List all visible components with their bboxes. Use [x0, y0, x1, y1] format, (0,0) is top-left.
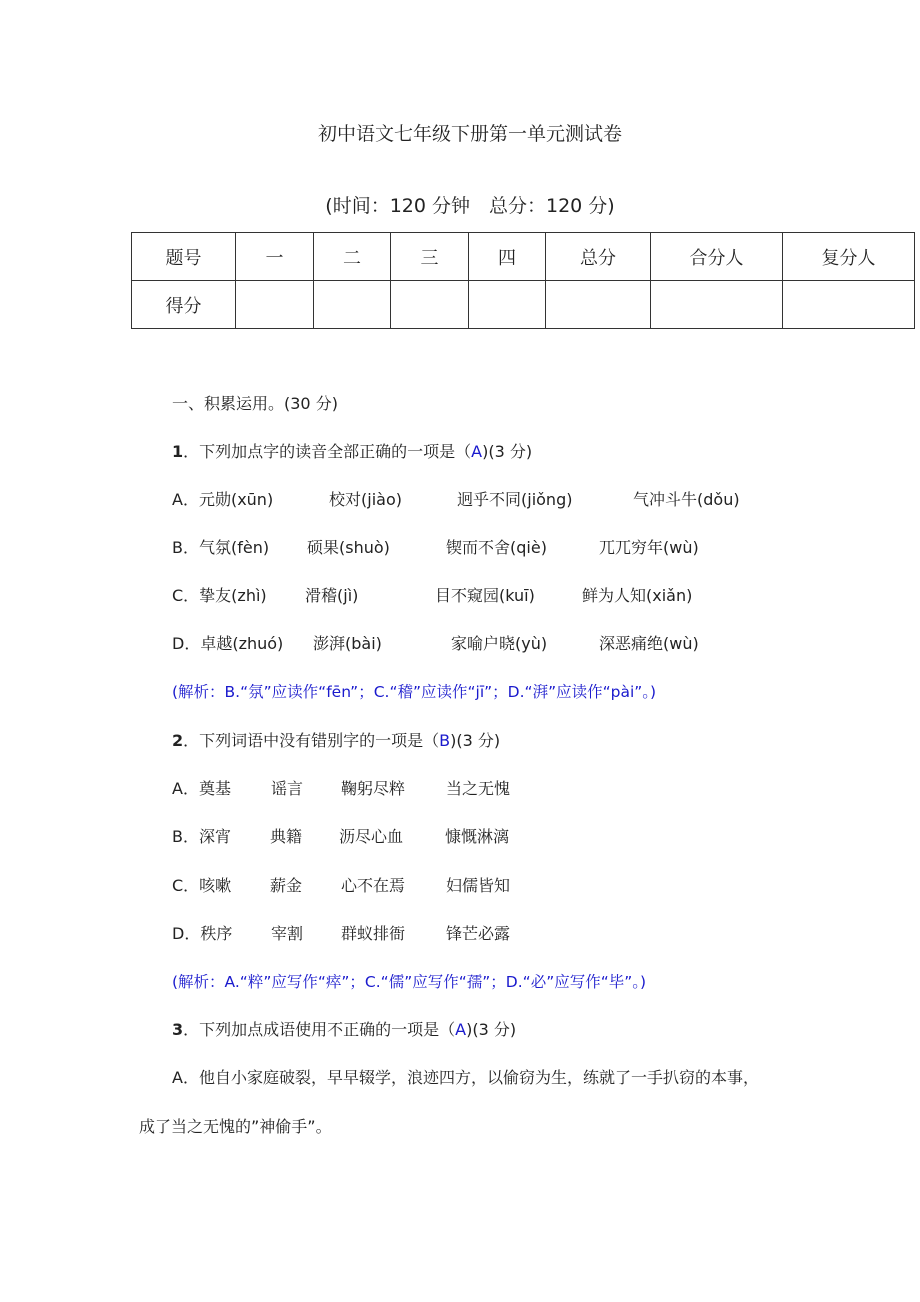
score-table-header-row: [132, 233, 915, 281]
option-term: 鞠躬尽粹: [341, 779, 406, 798]
table-cell: 总分: [546, 233, 651, 281]
option-term: 澎湃(bài): [313, 634, 382, 653]
analysis-note: (解析：B.“氛”应读作“fēn”；C.“稽”应读作“jī”；D.“湃”应读作“pài”。): [172, 683, 657, 701]
option-a-line-1: A．他自小家庭破裂，早早辍学，浪迹四方，以偷窃为生，练就了一手扒窃的本事，: [172, 1068, 759, 1087]
question-number: 3: [172, 1020, 184, 1039]
question-text: ．下列加点成语使用不正确的一项是（: [183, 1020, 456, 1039]
option-term: A．元勋(xūn): [172, 490, 274, 509]
option-term: 滑稽(jì): [305, 586, 359, 605]
table-cell: 二: [314, 233, 391, 281]
option-term: 慷慨淋漓: [445, 827, 510, 846]
option-a-line-2: 成了当之无愧的”神偷手”。: [139, 1117, 332, 1136]
question-2-stem: [172, 731, 500, 751]
option-term: 群蚁排衙: [341, 924, 406, 943]
option-term: 深恶痛绝(wù): [599, 634, 699, 653]
empty-score-cell: [469, 281, 546, 329]
option-term: 妇儒皆知: [446, 876, 511, 895]
option-term: 目不窥园(kuī): [435, 586, 535, 605]
empty-score-cell: [546, 281, 651, 329]
table-cell: 题号: [132, 233, 236, 281]
question-tail: )(3 分): [466, 1020, 517, 1039]
question-tail: )(3 分): [450, 731, 501, 750]
option-term: A．奠基: [172, 779, 231, 798]
option-term: 宰割: [271, 924, 304, 943]
option-term: 鲜为人知(xiǎn): [582, 586, 693, 605]
option-term: C．挚友(zhì): [172, 586, 267, 605]
option-term: 心不在焉: [341, 876, 406, 895]
score-table-score-row: [132, 281, 915, 329]
option-term: 锋芒必露: [446, 924, 511, 943]
table-cell: 一: [236, 233, 314, 281]
option-term: 校对(jiào): [329, 490, 402, 509]
score-table: [131, 232, 915, 329]
empty-score-cell: [314, 281, 391, 329]
table-cell: 得分: [132, 281, 236, 329]
page-title: 初中语文七年级下册第一单元测试卷: [317, 123, 622, 145]
answer: B: [439, 731, 451, 750]
option-term: 气冲斗牛(dǒu): [633, 490, 740, 509]
table-cell: 三: [391, 233, 469, 281]
table-cell: 合分人: [651, 233, 783, 281]
option-term: 家喻户晓(yù): [451, 634, 548, 653]
option-term: D．秩序: [172, 924, 233, 943]
question-number: 2: [172, 731, 184, 750]
exam-time-and-score: (时间：120 分钟 总分：120 分): [325, 195, 615, 217]
empty-score-cell: [391, 281, 469, 329]
question-1-stem: [172, 442, 532, 462]
option-term: B．深宵: [172, 827, 231, 846]
table-cell: 四: [469, 233, 546, 281]
option-term: 迥乎不同(jiǒng): [457, 490, 573, 509]
option-term: 沥尽心血: [339, 827, 404, 846]
option-term: 兀兀穷年(wù): [599, 538, 699, 557]
analysis-note: (解析：A.“粹”应写作“瘁”；C.“儒”应写作“孺”；D.“必”应写作“毕”。): [172, 973, 647, 991]
option-term: C．咳嗽: [172, 876, 232, 895]
empty-score-cell: [651, 281, 783, 329]
answer: A: [455, 1020, 467, 1039]
empty-score-cell: [236, 281, 314, 329]
question-number: 1: [172, 442, 184, 461]
option-term: D．卓越(zhuó): [172, 634, 284, 653]
option-term: 硕果(shuò): [307, 538, 390, 557]
option-term: B．气氛(fèn): [172, 538, 270, 557]
option-term: 当之无愧: [446, 779, 511, 798]
question-3-stem: [172, 1020, 516, 1040]
section-heading: 一、积累运用。(30 分): [172, 394, 338, 413]
option-term: 薪金: [270, 876, 303, 895]
table-cell: 复分人: [783, 233, 915, 281]
question-text: ．下列加点字的读音全部正确的一项是（: [183, 442, 472, 461]
option-term: 锲而不舍(qiè): [446, 538, 547, 557]
answer: A: [471, 442, 483, 461]
question-tail: )(3 分): [482, 442, 533, 461]
empty-score-cell: [783, 281, 915, 329]
option-term: 谣言: [271, 779, 304, 798]
option-term: 典籍: [270, 827, 303, 846]
question-text: ．下列词语中没有错别字的一项是（: [183, 731, 440, 750]
